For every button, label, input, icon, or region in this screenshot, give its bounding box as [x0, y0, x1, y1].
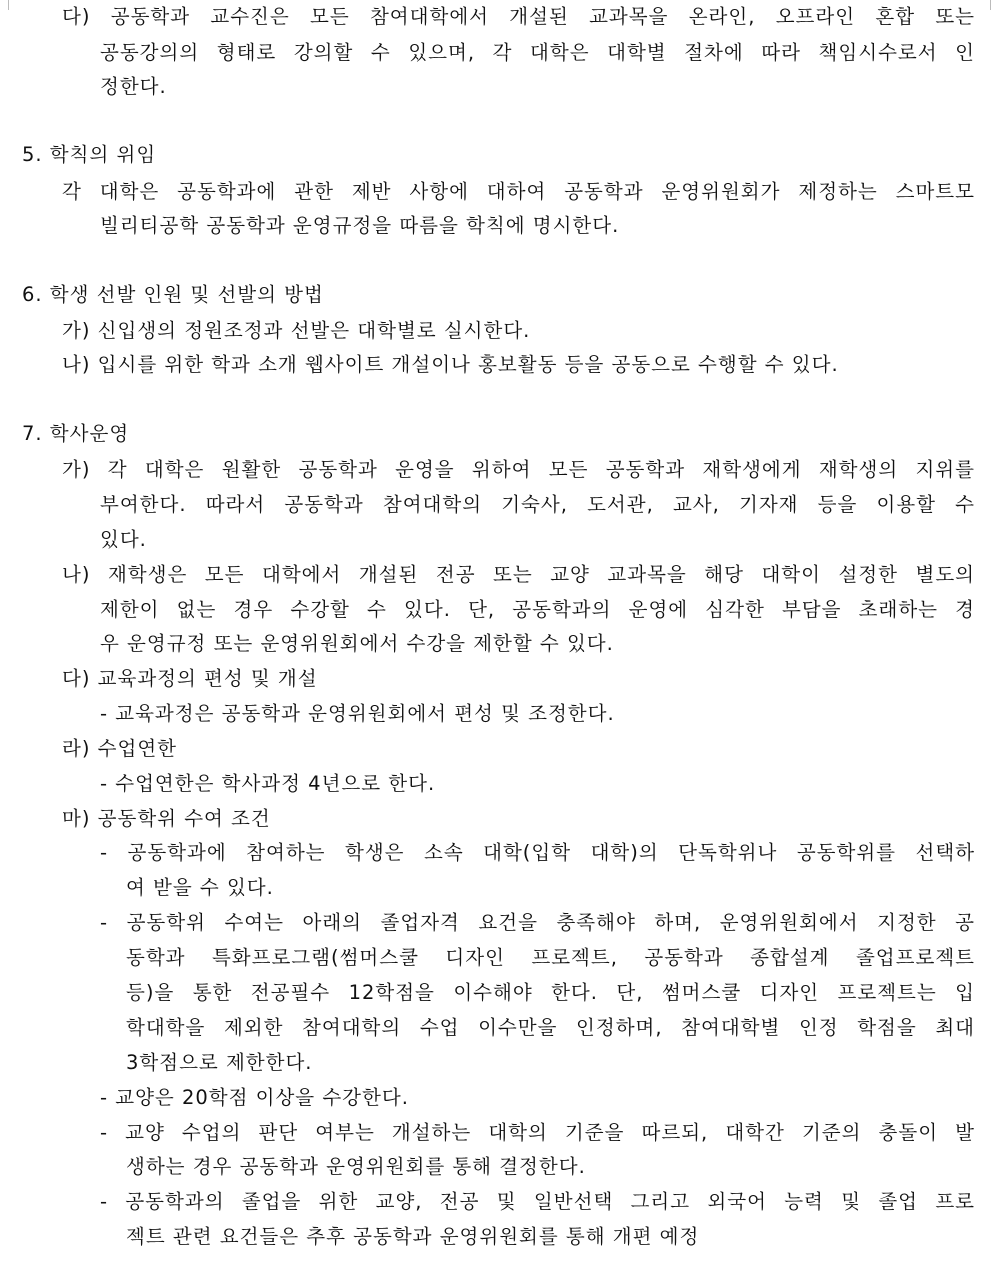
text-line: 있다.: [100, 528, 147, 551]
text-line: 동학과 특화프로그램(썸머스쿨 디자인 프로젝트, 공동학과 종합설계 졸업프로젝트: [126, 946, 975, 969]
section-heading: 7. 학사운영: [22, 422, 130, 445]
text-line: 정한다.: [100, 75, 167, 98]
text-line: 등)을 통한 전공필수 12학점을 이수해야 한다. 단, 썸머스쿨 디자인 프로젝트는 입: [126, 981, 975, 1004]
section-heading: 6. 학생 선발 인원 및 선발의 방법: [22, 283, 324, 306]
text-line: 각 대학은 공동학과에 관한 제반 사항에 대하여 공동학과 운영위원회가 제정하는 스마트모: [62, 180, 975, 203]
bullet-item: - 공동학위 수여는 아래의 졸업자격 요건을 충족해야 하며, 운영위원회에서 지정한 공: [100, 911, 975, 934]
subsection-title: 라) 수업연한: [62, 737, 177, 760]
page-edge-mark: [990, 0, 991, 10]
bullet-item: - 공동학과의 졸업을 위한 교양, 전공 및 일반선택 그리고 외국어 능력 및 졸업 프로: [100, 1190, 975, 1213]
text-line: 여 받을 수 있다.: [126, 876, 274, 899]
text-line: 젝트 관련 요건들은 추후 공동학과 운영위원회를 통해 개편 예정: [126, 1225, 700, 1248]
text-line: 3학점으로 제한한다.: [126, 1051, 313, 1074]
bullet-item: - 교양 수업의 판단 여부는 개설하는 대학의 기준을 따르되, 대학간 기준의 충돌이 발: [100, 1121, 975, 1144]
text-line: 학대학을 제외한 참여대학의 수업 이수만을 인정하며, 참여대학별 인정 학점을 최대: [126, 1016, 975, 1039]
text-line: 제한이 없는 경우 수강할 수 있다. 단, 공동학과의 운영에 심각한 부담을 초래하는 경: [100, 598, 975, 621]
text-line: 공동강의의 형태로 강의할 수 있으며, 각 대학은 대학별 절차에 따라 책임시수로서 인: [100, 41, 975, 64]
page-edge-mark: [8, 0, 9, 10]
text-line: 생하는 경우 공동학과 운영위원회를 통해 결정한다.: [126, 1155, 586, 1178]
list-item: 가) 신입생의 정원조정과 선발은 대학별로 실시한다.: [62, 319, 531, 342]
text-line: 다) 공동학과 교수진은 모든 참여대학에서 개설된 교과목을 온라인, 오프라인 혼합 또는: [62, 5, 975, 28]
bullet-item: - 공동학과에 참여하는 학생은 소속 대학(입학 대학)의 단독학위나 공동학위를 선택하: [100, 841, 975, 864]
text-line: 나) 재학생은 모든 대학에서 개설된 전공 또는 교양 교과목을 해당 대학이 설정한 별도의: [62, 563, 975, 586]
section-heading: 5. 학칙의 위임: [22, 143, 157, 166]
text-line: 우 운영규정 또는 운영위원회에서 수강을 제한할 수 있다.: [100, 632, 614, 655]
list-item: 나) 입시를 위한 학과 소개 웹사이트 개설이나 홍보활동 등을 공동으로 수행할 수 있다.: [62, 353, 839, 376]
subsection-title: 마) 공동학위 수여 조건: [62, 807, 271, 830]
bullet-item: - 교육과정은 공동학과 운영위원회에서 편성 및 조정한다.: [100, 702, 615, 725]
bullet-item: - 교양은 20학점 이상을 수강한다.: [100, 1086, 409, 1109]
text-line: 빌리티공학 공동학과 운영규정을 따름을 학칙에 명시한다.: [100, 214, 620, 237]
text-line: 가) 각 대학은 원활한 공동학과 운영을 위하여 모든 공동학과 재학생에게 재학생의 지위를: [62, 458, 975, 481]
text-line: 부여한다. 따라서 공동학과 참여대학의 기숙사, 도서관, 교사, 기자재 등을 이용할 수: [100, 493, 975, 516]
subsection-title: 다) 교육과정의 편성 및 개설: [62, 667, 318, 690]
bullet-item: - 수업연한은 학사과정 4년으로 한다.: [100, 772, 436, 795]
